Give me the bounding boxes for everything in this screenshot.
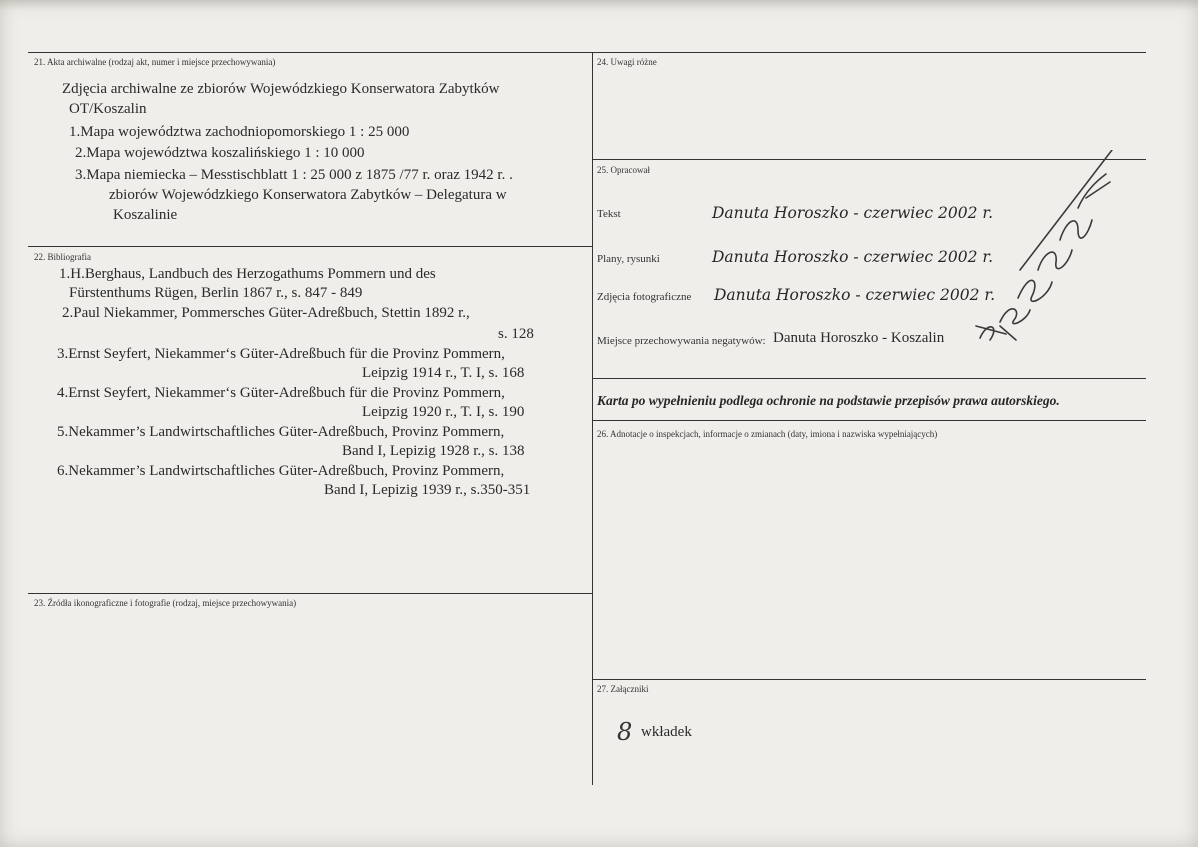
top-rule xyxy=(28,52,1146,53)
rule-21-22 xyxy=(28,246,592,247)
rule-notice-26 xyxy=(592,420,1146,421)
bibliography-line: s. 128 xyxy=(498,326,534,342)
bibliography-line: Band I, Lepizig 1928 r., s. 138 xyxy=(342,443,525,459)
section-24-label: 24. Uwagi różne xyxy=(597,57,657,67)
section-27-label: 27. Załączniki xyxy=(597,684,649,694)
rule-22-23 xyxy=(28,593,592,594)
bibliography-line: Leipzig 1920 r., T. I, s. 190 xyxy=(362,404,525,420)
section-23-label: 23. Źródła ikonograficzne i fotografie (rodzaj, miejsce przechowywania) xyxy=(34,598,297,608)
archival-line: 1.Mapa województwa zachodniopomorskiego 1 : 25 000 xyxy=(69,124,410,140)
attachments-count: 8 xyxy=(617,718,633,746)
archival-line: 2.Mapa województwa koszalińskiego 1 : 10 000 xyxy=(75,145,365,161)
archival-line: 3.Mapa niemiecka – Messtischblatt 1 : 25 000 z 1875 /77 r. oraz 1942 r. . xyxy=(75,167,513,183)
bibliography-line: 1.H.Berghaus, Landbuch des Herzogathums Pommern und des xyxy=(59,266,436,282)
copyright-notice: Karta po wypełnieniu podlega ochronie na podstawie przepisów prawa autorskiego. xyxy=(597,393,1060,408)
rule-26-27 xyxy=(592,679,1146,680)
attachments-unit: wkładek xyxy=(641,724,692,740)
archival-line: Koszalinie xyxy=(113,207,178,223)
bibliography-line: Band I, Lepizig 1939 r., s.350-351 xyxy=(324,482,531,498)
bibliography-line: 4.Ernst Seyfert, Niekammer‘s Güter-Adreßbuch für die Provinz Pommern, xyxy=(57,385,505,401)
negatives-location-label: Miejsce przechowywania negatywów: xyxy=(597,335,766,347)
text-author-label: Tekst xyxy=(597,208,621,220)
section-25-label: 25. Opracował xyxy=(597,165,650,175)
bibliography-line: Leipzig 1914 r., T. I, s. 168 xyxy=(362,365,525,381)
rule-25-notice xyxy=(592,378,1146,379)
handwritten-signature xyxy=(960,150,1120,350)
bibliography-line: Fürstenthums Rügen, Berlin 1867 r., s. 847 - 849 xyxy=(69,285,363,301)
archival-line: zbiorów Wojewódzkiego Konserwatora Zabytków – Delegatura w xyxy=(109,187,507,203)
photos-author-value: Danuta Horoszko - czerwiec 2002 r. xyxy=(714,286,995,304)
section-21-label: 21. Akta archiwalne (rodzaj akt, numer i miejsce przechowywania) xyxy=(34,57,276,67)
bibliography-line: 2.Paul Niekammer, Pommersches Güter-Adreßbuch, Stettin 1892 r., xyxy=(62,305,470,321)
negatives-location-value: Danuta Horoszko - Koszalin xyxy=(773,330,945,346)
archival-line: Zdjęcia archiwalne ze zbiorów Wojewódzkiego Konserwatora Zabytków xyxy=(62,81,500,97)
bibliography-line: 5.Nekammer’s Landwirtschaftliches Güter-Adreßbuch, Provinz Pommern, xyxy=(57,424,505,440)
plans-author-value: Danuta Horoszko - czerwiec 2002 r. xyxy=(712,248,993,266)
archival-line: OT/Koszalin xyxy=(69,101,147,117)
photos-author-label: Zdjęcia fotograficzne xyxy=(597,291,692,303)
plans-author-label: Plany, rysunki xyxy=(597,253,660,265)
section-22-label: 22. Bibliografia xyxy=(34,252,91,262)
section-26-label: 26. Adnotacje o inspekcjach, informacje o zmianach (daty, imiona i nazwiska wypełniających) xyxy=(597,429,938,439)
text-author-value: Danuta Horoszko - czerwiec 2002 r. xyxy=(712,204,993,222)
bibliography-line: 3.Ernst Seyfert, Niekammer‘s Güter-Adreßbuch für die Provinz Pommern, xyxy=(57,346,505,362)
scan-top-edge xyxy=(0,0,1198,10)
bibliography-line: 6.Nekammer’s Landwirtschaftliches Güter-Adreßbuch, Provinz Pommern, xyxy=(57,463,505,479)
column-divider xyxy=(592,52,593,785)
